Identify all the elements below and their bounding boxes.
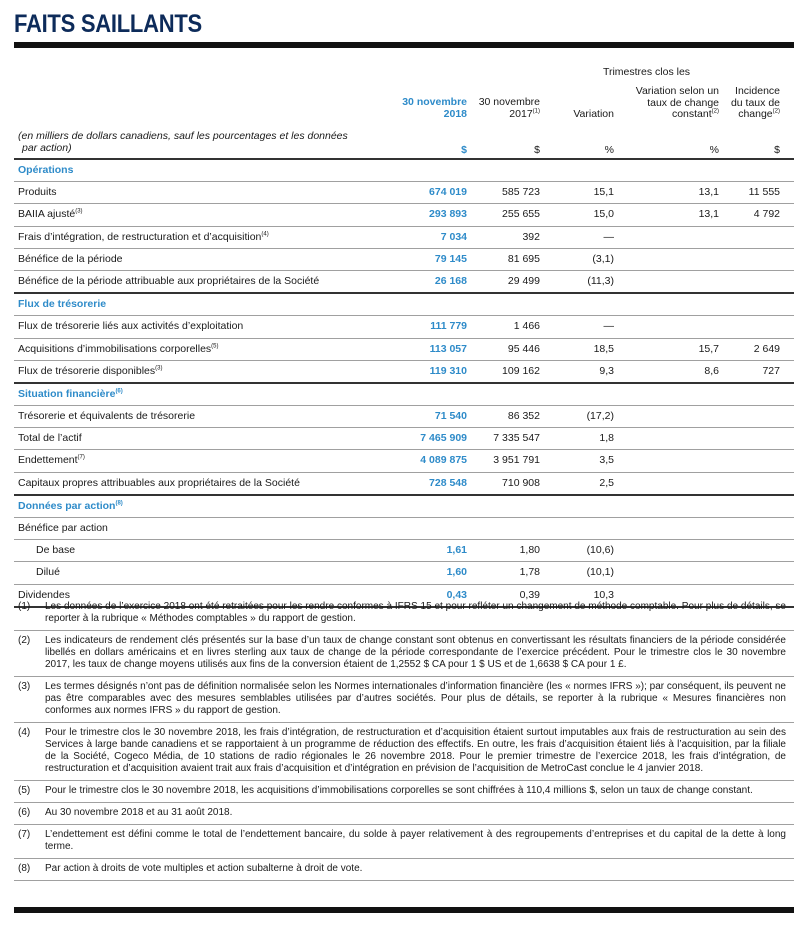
value-col3: 15,0 — [593, 208, 614, 221]
value-col1: 674 019 — [429, 186, 467, 199]
value-col1: 1,60 — [446, 566, 467, 579]
value-col1: 7 034 — [440, 230, 467, 243]
value-col1: 7 465 909 — [420, 432, 467, 445]
unit-col1: $ — [461, 144, 467, 156]
value-col4: 13,1 — [698, 186, 719, 199]
footnotes — [14, 597, 794, 881]
value-col2: 29 499 — [507, 274, 540, 287]
value-col2: 0,39 — [519, 588, 540, 601]
value-col2: 710 908 — [502, 476, 540, 489]
units-note: (en milliers de dollars canadiens, sauf les pourcentages et les données par action) — [18, 130, 348, 154]
footnote-number: (1) — [18, 601, 31, 612]
value-col4: 13,1 — [698, 208, 719, 221]
value-col2: 7 335 547 — [493, 432, 540, 445]
table-header — [14, 48, 794, 160]
value-col3: (3,1) — [592, 252, 614, 265]
table-row — [14, 339, 794, 361]
row-label: Flux de trésorerie disponibles$^{(3)}$ — [18, 364, 163, 377]
value-col3: 10,3 — [593, 588, 614, 601]
table-row — [14, 562, 794, 584]
row-label: Données par action$^{(8)}$ — [18, 499, 123, 512]
table-row — [14, 249, 794, 271]
footnote — [14, 781, 794, 803]
table-row — [14, 271, 794, 294]
value-col3: — — [603, 230, 614, 243]
row-label: Flux de trésorerie — [18, 298, 107, 311]
value-col3: (11,3) — [587, 274, 614, 287]
header-col-2018: 30 novembre 2018 — [402, 96, 467, 120]
table-row — [14, 227, 794, 249]
table-row — [14, 428, 794, 450]
value-col2: 95 446 — [507, 342, 540, 355]
value-col1: 26 168 — [434, 274, 467, 287]
section-header — [14, 160, 794, 182]
table-row — [14, 473, 794, 496]
value-col5: 11 555 — [748, 186, 780, 199]
value-col1: 79 145 — [434, 252, 467, 265]
value-col1: 1,61 — [446, 544, 467, 557]
value-col3: 2,5 — [599, 476, 614, 489]
unit-col5: $ — [774, 144, 780, 156]
row-label: Opérations — [18, 164, 74, 176]
header-col-2017: 30 novembre 2017$^{(1)}$ — [478, 96, 540, 120]
row-label: Dividendes — [18, 588, 70, 601]
footnote-text: Les indicateurs de rendement clés présentés sur la base d’un taux de change constant sont obtenus en convertissant les résultats financiers de la période considérée libellés en dollars américains et en livres sterling aux taux de change de la période correspondante de l’exercice précédent. Pour le trimestre clos le 30 novembre 2017, les taux de change moyens utilisés aux fins de la conversion étaient de 1,2552 $ CA pour 1 $ US et de 1,6638 $ CA pour 1 £. — [45, 635, 786, 670]
value-col2: 585 723 — [502, 186, 540, 199]
value-col1: 0,43 — [446, 588, 467, 601]
row-label: Produits — [18, 186, 57, 199]
footnote — [14, 677, 794, 723]
value-col5: 727 — [762, 364, 780, 377]
row-label: Frais d’intégration, de restructuration et d’acquisition$^{(4)}$ — [18, 230, 269, 243]
value-col1: 119 310 — [429, 364, 467, 377]
table-row — [14, 361, 794, 384]
row-label: BAIIA ajusté$^{(3)}$ — [18, 208, 83, 221]
value-col4: 8,6 — [704, 364, 719, 377]
value-col2: 1 466 — [513, 320, 540, 333]
value-col2: 1,78 — [519, 566, 540, 579]
footnote — [14, 803, 794, 825]
value-col2: 255 655 — [502, 208, 540, 221]
value-col2: 86 352 — [507, 410, 540, 423]
row-label: Bénéfice de la période — [18, 252, 123, 265]
value-col3: 15,1 — [593, 186, 614, 199]
table-row — [14, 450, 794, 472]
table-row — [14, 540, 794, 562]
row-label: Dilué — [36, 566, 60, 579]
row-label: Bénéfice par action — [18, 522, 108, 534]
footnote-number: (8) — [18, 863, 31, 874]
value-col2: 109 162 — [502, 364, 540, 377]
footnote-text: Pour le trimestre clos le 30 novembre 2018, les acquisitions d’immobilisations corporelles se sont chiffrées à 110,4 millions $, selon un taux de change constant. — [45, 785, 753, 796]
table-row — [14, 316, 794, 338]
table-row — [14, 204, 794, 226]
header-col-variation: Variation — [573, 108, 614, 120]
row-label: De base — [36, 544, 76, 557]
section-header — [14, 294, 794, 316]
value-col2: 3 951 791 — [493, 454, 540, 467]
row-label: Endettement$^{(7)}$ — [18, 454, 85, 467]
header-col-fx-impact: Incidence du taux de change$^{(2)}$ — [730, 85, 780, 120]
header-period-label: Trimestres clos les — [602, 66, 691, 78]
value-col3: (10,6) — [586, 544, 614, 557]
header-col-constant-rate: Variation selon un taux de change constant$^{(2)}$ — [635, 85, 719, 120]
section-header — [14, 496, 794, 518]
row-label: Capitaux propres attribuables aux propriétaires de la Société — [18, 476, 300, 489]
value-col1: 4 089 875 — [420, 454, 467, 467]
value-col1: 728 548 — [429, 476, 467, 489]
value-col1: 293 893 — [429, 208, 467, 221]
section-header — [14, 384, 794, 406]
highlights-table — [14, 48, 794, 608]
footnote-text: Les termes désignés n’ont pas de définition normalisée selon les Normes internationales d’information financière (les « normes IFRS »); par conséquent, ils peuvent ne pas être comparables avec des mesures semblables utilisées par d’autres sociétés. Pour plus de détails, se reporter à la rubrique « Mesures financières non conformes aux normes IFRS » du rapport de gestion. — [45, 681, 786, 716]
value-col4: 15,7 — [698, 342, 719, 355]
footnote — [14, 825, 794, 859]
row-label: Acquisitions d’immobilisations corporelles$^{(5)}$ — [18, 342, 219, 355]
row-label: Bénéfice de la période attribuable aux propriétaires de la Société — [18, 274, 320, 287]
footnote — [14, 631, 794, 677]
unit-col3: % — [604, 144, 614, 156]
value-col2: 1,80 — [519, 544, 540, 557]
page-title: FAITS SAILLANTS — [14, 10, 202, 38]
value-col3: 3,5 — [599, 454, 614, 467]
value-col3: — — [603, 320, 614, 333]
table-body — [14, 160, 794, 608]
table-row — [14, 182, 794, 204]
footnote-number: (3) — [18, 681, 31, 692]
footnote-number: (4) — [18, 727, 31, 738]
value-col1: 71 540 — [434, 410, 467, 423]
footnote-text: Pour le trimestre clos le 30 novembre 2018, les frais d’intégration, de restructuration et d’acquisition étaient surtout imputables aux frais de restructuration au sein des Services à large bande canadiens et se rapportaient à un programme de réduction des effectifs. En outre, les frais d’acquisition étaient liés à l’acquisition, par la filiale de la Société, Cogeco Média, de 10 stations de radio régionales le 26 novembre 2018. Pour le premier trimestre de l’exercice 2018, les frais d’intégration, de restructuration et d’acquisition avaient trait aux frais d’acquisition et d’intégration en prévision de l’acquisition de MetroCast conclue le 4 janvier 2018. — [45, 727, 786, 774]
footnote-text: L’endettement est défini comme le total de l’endettement bancaire, du solde à payer relativement à des regroupements d’entreprises et du capital de la dette à long terme. — [45, 829, 786, 852]
footnote-number: (2) — [18, 635, 31, 646]
footnote-number: (5) — [18, 785, 31, 796]
footnote-text: Les données de l’exercice 2018 ont été retraitées pour les rendre conformes à IFRS 15 et pour refléter un changement de méthode comptable. Pour plus de détails, se reporter à la rubrique « Méthodes comptables » du rapport de gestion. — [45, 601, 786, 624]
footnote-text: Au 30 novembre 2018 et au 31 août 2018. — [45, 807, 233, 818]
unit-col2: $ — [534, 144, 540, 156]
row-label: Total de l’actif — [18, 432, 82, 445]
footnote — [14, 597, 794, 631]
footnote — [14, 859, 794, 881]
footnote-number: (7) — [18, 829, 31, 840]
value-col3: 9,3 — [599, 364, 614, 377]
value-col5: 2 649 — [753, 342, 780, 355]
value-col3: 1,8 — [599, 432, 614, 445]
footnote-number: (6) — [18, 807, 31, 818]
table-row — [14, 406, 794, 428]
footnote — [14, 723, 794, 781]
value-col3: 18,5 — [593, 342, 614, 355]
row-label: Situation financière$^{(6)}$ — [18, 387, 123, 400]
row-label: Trésorerie et équivalents de trésorerie — [18, 410, 196, 423]
value-col2: 81 695 — [507, 252, 540, 265]
row-label: Flux de trésorerie liés aux activités d’exploitation — [18, 320, 244, 333]
value-col1: 113 057 — [429, 342, 467, 355]
value-col2: 392 — [522, 230, 540, 243]
value-col3: (10,1) — [586, 566, 614, 579]
bottom-rule — [14, 907, 794, 913]
unit-col4: % — [709, 144, 719, 156]
table-row — [14, 518, 794, 540]
value-col1: 111 779 — [430, 320, 467, 333]
value-col5: 4 792 — [753, 208, 780, 221]
value-col3: (17,2) — [586, 410, 614, 423]
footnote-text: Par action à droits de vote multiples et action subalterne à droit de vote. — [45, 863, 363, 874]
